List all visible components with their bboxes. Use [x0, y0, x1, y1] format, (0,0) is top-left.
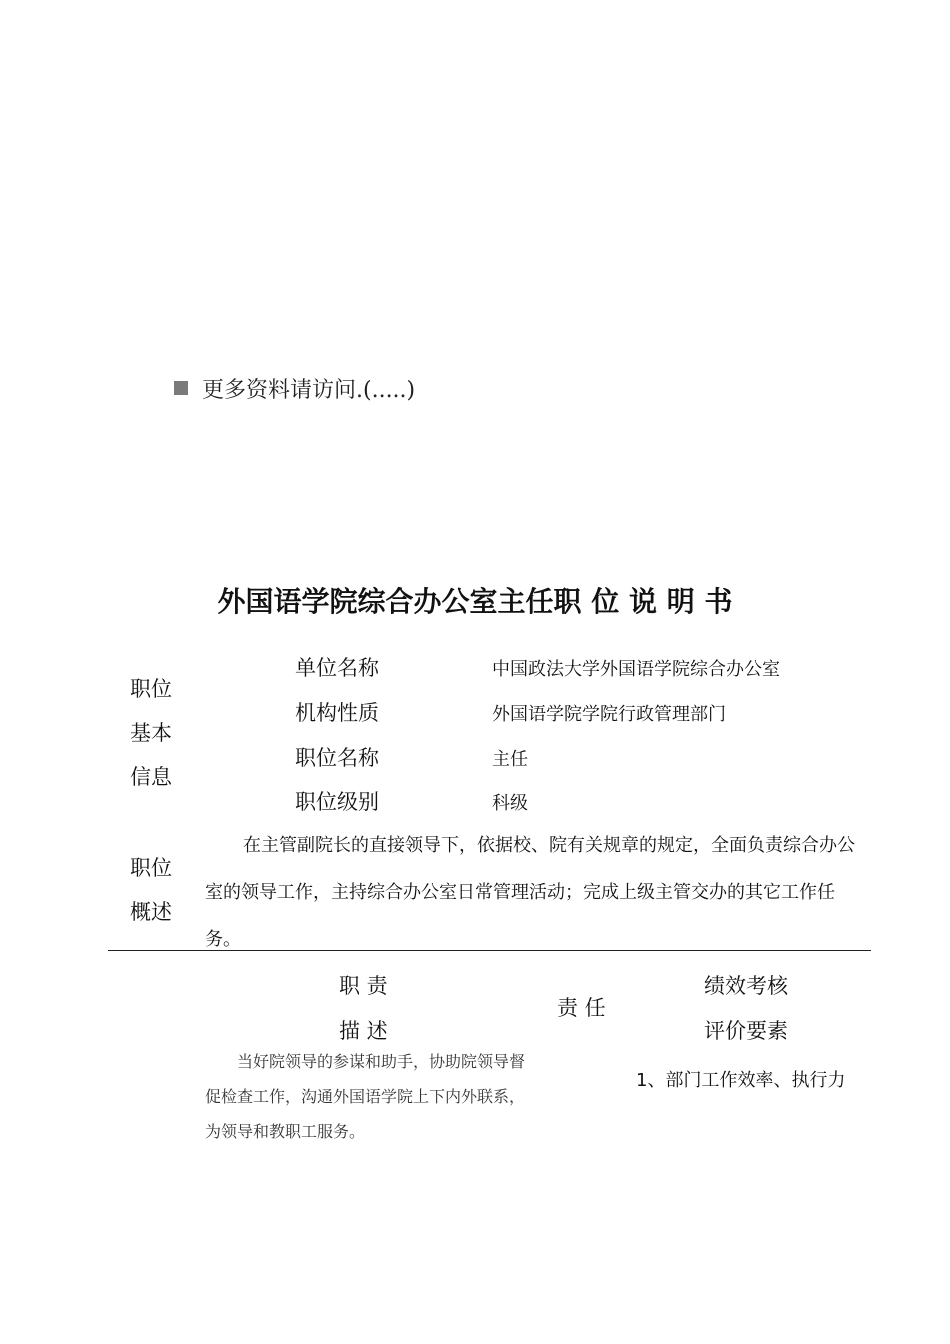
square-bullet-icon [174, 381, 188, 395]
overview-text: 在主管副院长的直接领导下，依据校、院有关规章的规定，全面负责综合办公室的领导工作，主持综合办公室日常管理活动；完成上级主管交办的其它工作任务。 [205, 835, 855, 950]
section-label-line: 基本 [130, 721, 172, 745]
section-label-line: 信息 [130, 765, 172, 789]
duty-header-line2: 描 述 [339, 1019, 388, 1043]
kpi-header-line2: 评价要素 [704, 1019, 788, 1043]
field-label-position-level: 职位级别 [295, 790, 379, 814]
resource-note-text: 更多资料请访问.(.....) [202, 377, 416, 403]
kpi-item: 1、部门工作效率、执行力 [636, 1070, 846, 1091]
field-value-position-level: 科级 [492, 793, 528, 814]
section-divider [108, 950, 871, 951]
duty-header-line1: 职 责 [339, 974, 388, 998]
field-label-unit-name: 单位名称 [295, 656, 379, 680]
section-label-line: 职位 [130, 677, 172, 701]
overview-section-label [130, 846, 172, 934]
field-label-org-nature: 机构性质 [295, 701, 379, 725]
responsibility-header: 责 任 [557, 996, 606, 1020]
basic-info-section-label [130, 667, 172, 799]
duty-description: 当好院领导的参谋和助手，协助院领导督促检查工作，沟通外国语学院上下内外联系，为领导和教职工服务。 [205, 1052, 526, 1141]
field-value-position-name: 主任 [492, 749, 528, 770]
section-label-line: 概述 [130, 900, 172, 924]
field-value-org-nature: 外国语学院学院行政管理部门 [492, 704, 726, 725]
resource-note [174, 372, 415, 404]
document-title: 外国语学院综合办公室主任职 位 说 明 书 [217, 585, 733, 618]
kpi-header-line1: 绩效考核 [704, 974, 788, 998]
field-label-position-name: 职位名称 [295, 746, 379, 770]
section-label-line: 职位 [130, 856, 172, 880]
field-value-unit-name: 中国政法大学外国语学院综合办公室 [492, 659, 780, 680]
